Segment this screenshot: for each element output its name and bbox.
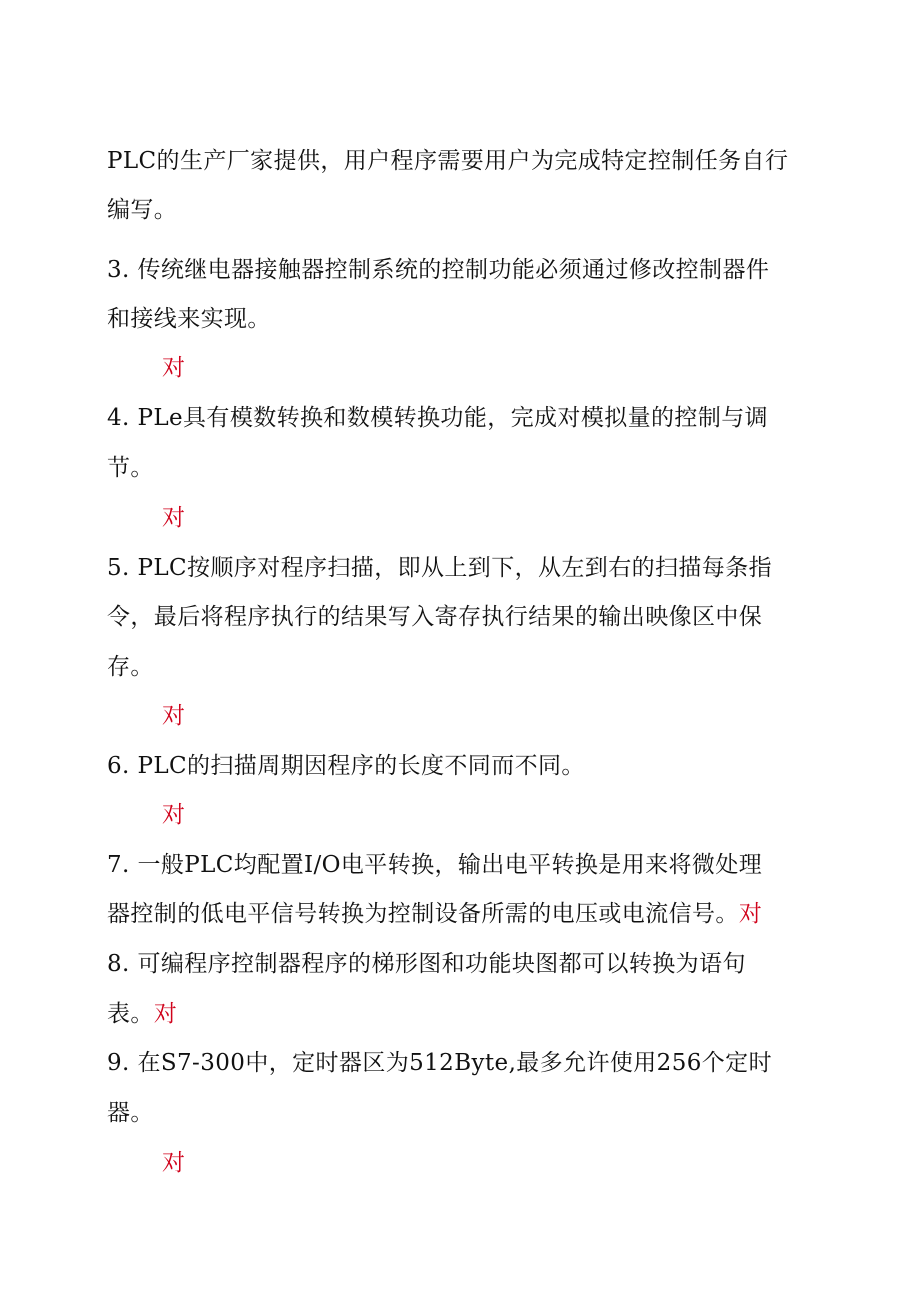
item-4-line-2: 节。 xyxy=(107,455,154,481)
item-8-line-1: 8. 可编程序控制器程序的梯形图和功能块图都可以转换为语句 xyxy=(107,951,746,977)
item-9-line-1: 9. 在S7-300中，定时器区为512Byte,最多允许使用256个定时 xyxy=(107,1050,772,1076)
item-5-line-2: 令，最后将程序执行的结果写入寄存执行结果的输出映像区中保 xyxy=(107,604,763,630)
item-3-line-1: 3. 传统继电器接触器控制系统的控制功能必须通过修改控制器件 xyxy=(107,257,770,283)
item-6-answer: 对 xyxy=(162,802,186,828)
item-4-answer: 对 xyxy=(162,505,186,531)
item-8-answer: 对 xyxy=(153,1001,178,1027)
item-5-line-3: 存。 xyxy=(107,654,154,680)
item-5-line-1: 5. PLC按顺序对程序扫描，即从上到下，从左到右的扫描每条指 xyxy=(107,555,773,581)
item-7-answer: 对 xyxy=(738,901,763,927)
intro-line-2: 编写。 xyxy=(107,197,178,223)
item-5-answer: 对 xyxy=(162,703,186,729)
item-3-answer: 对 xyxy=(162,355,186,381)
item-9-line-2: 器。 xyxy=(107,1100,154,1126)
item-7-line-2 xyxy=(107,899,762,929)
intro-line-1: PLC的生产厂家提供，用户程序需要用户为完成特定控制任务自行 xyxy=(107,148,789,174)
item-6-line-1: 6. PLC的扫描周期因程序的长度不同而不同。 xyxy=(107,753,585,779)
item-3-line-2: 和接线来实现。 xyxy=(107,306,271,332)
item-8-line-2 xyxy=(107,999,177,1029)
item-7-line-2-text: 器控制的低电平信号转换为控制设备所需的电压或电流信号。 xyxy=(107,901,739,927)
item-9-answer: 对 xyxy=(162,1150,186,1176)
item-8-line-2-text: 表。 xyxy=(107,1001,154,1027)
item-4-line-1: 4. PLe具有模数转换和数模转换功能，完成对模拟量的控制与调 xyxy=(107,405,769,431)
item-7-line-1: 7. 一般PLC均配置I/O电平转换，输出电平转换是用来将微处理 xyxy=(107,852,763,878)
